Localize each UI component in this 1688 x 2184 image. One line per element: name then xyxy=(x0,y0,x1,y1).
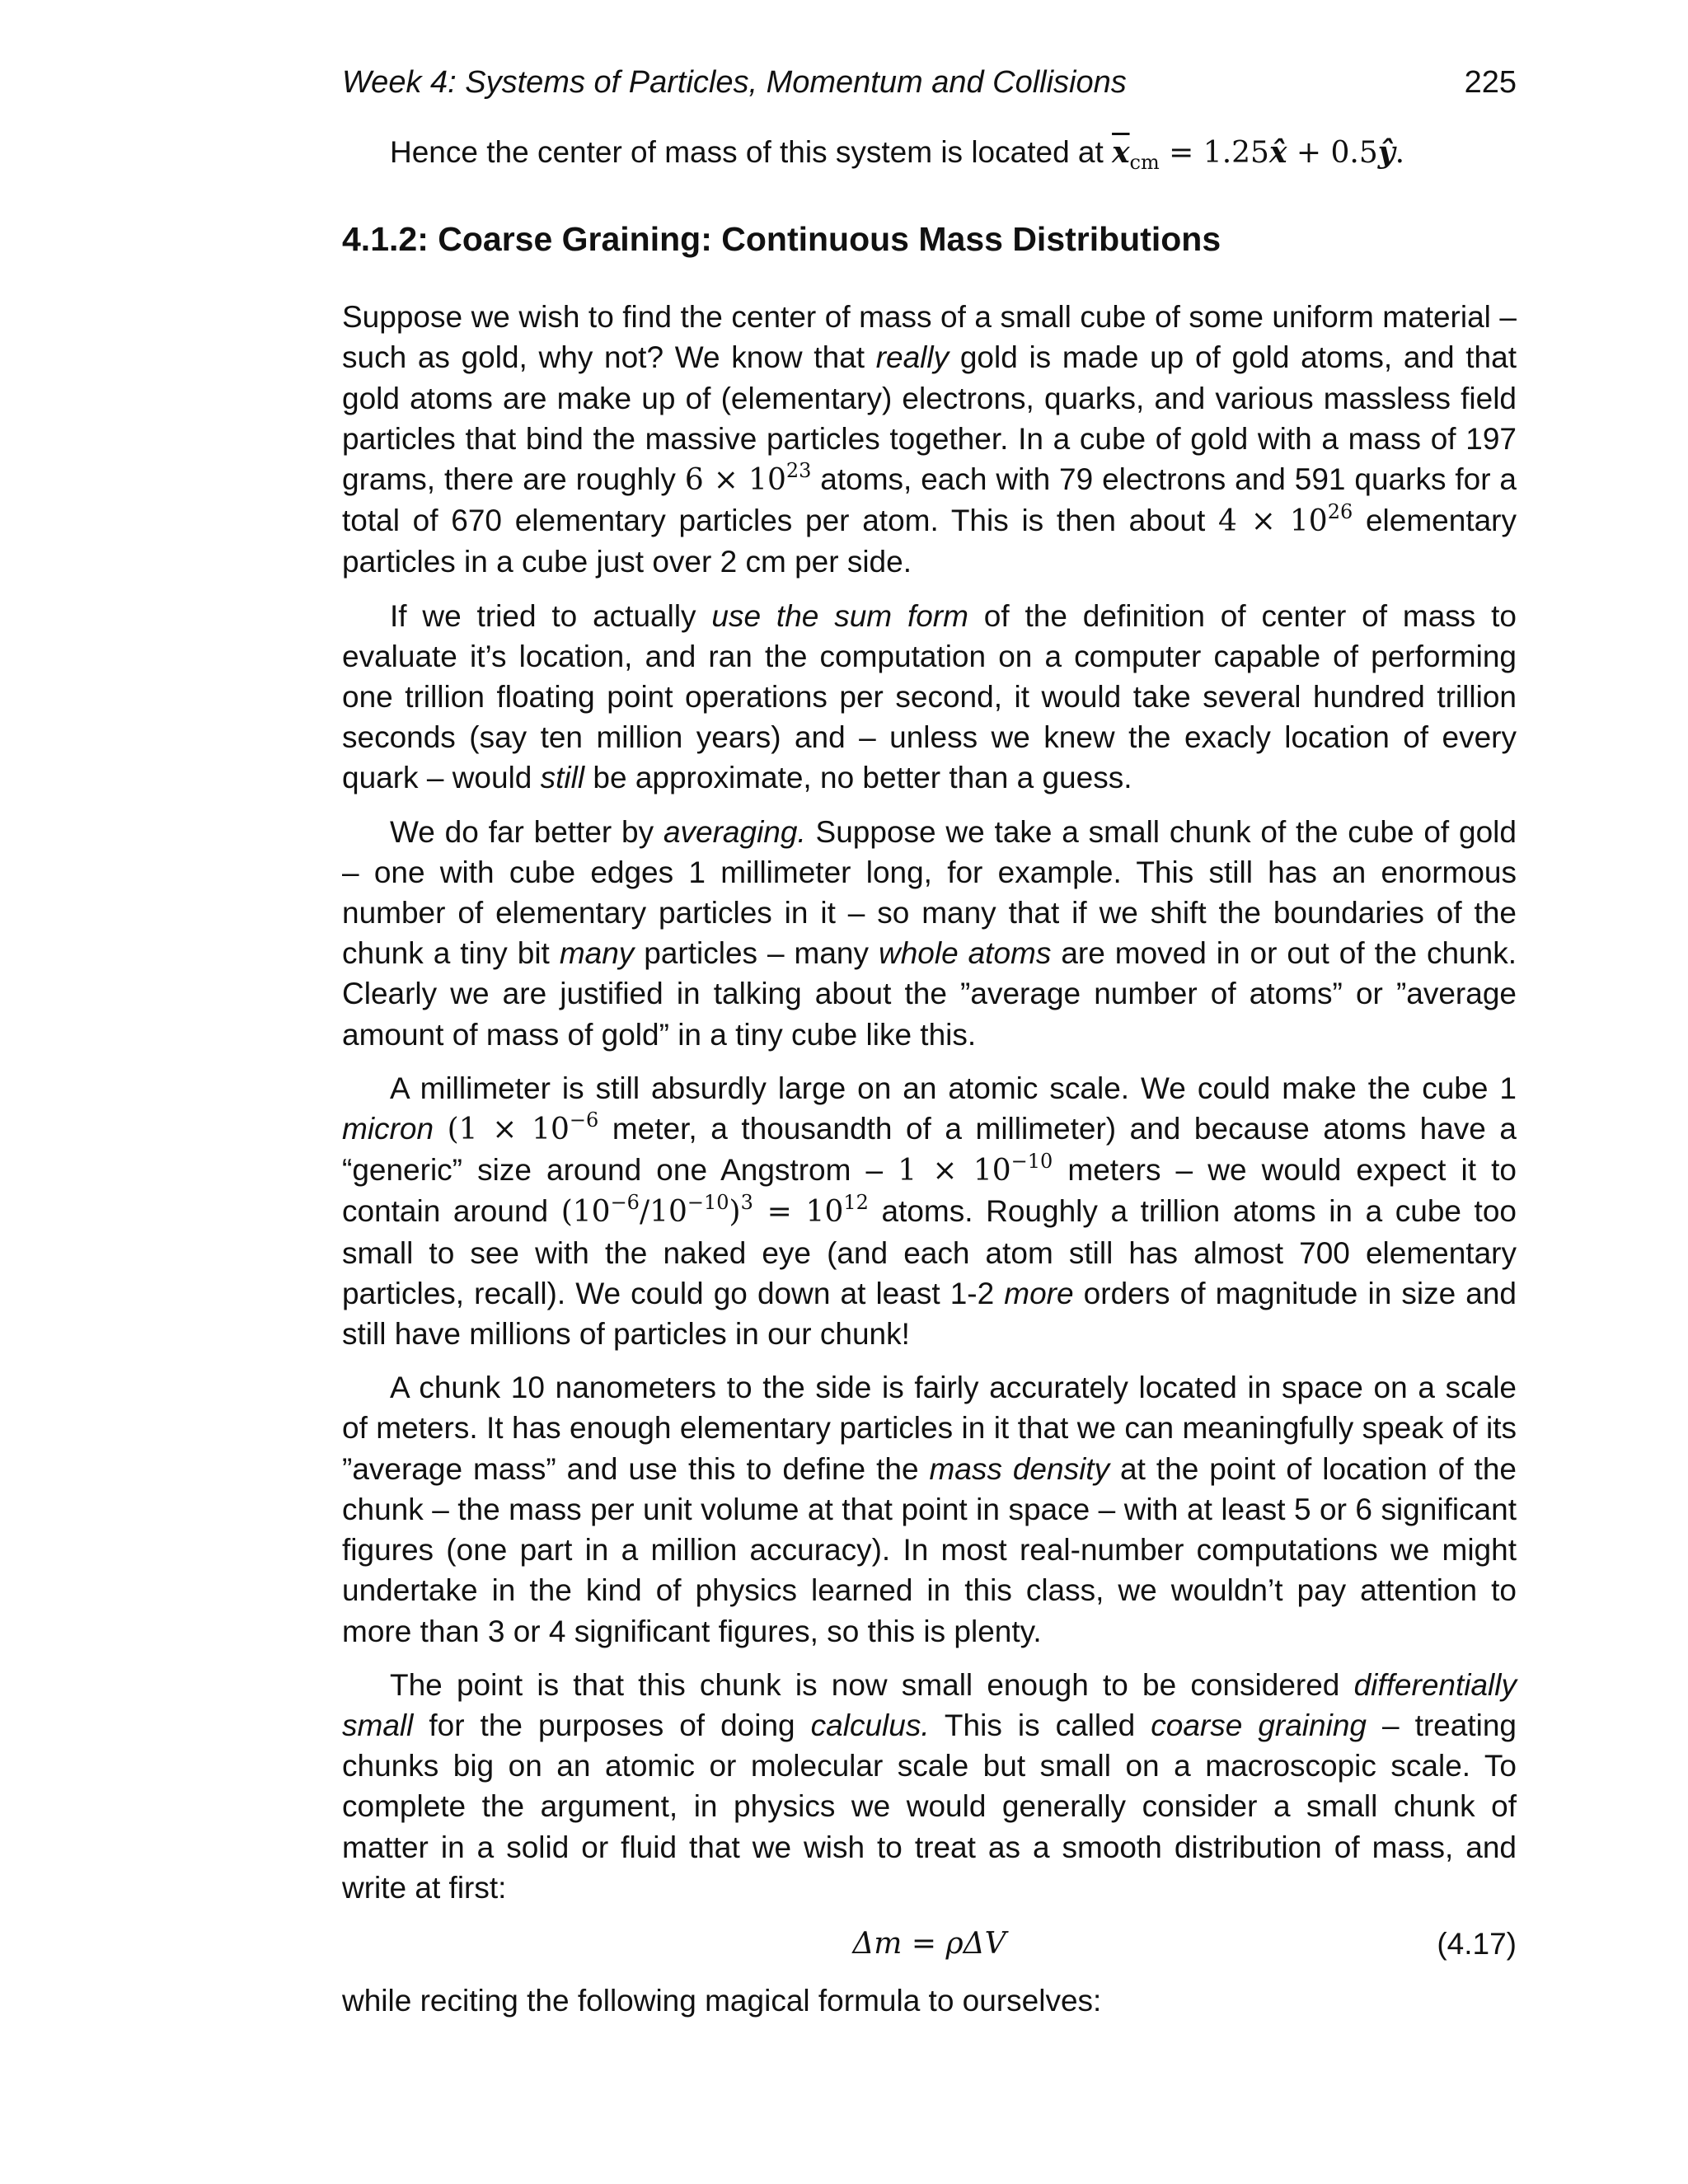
intro-text: Hence the center of mass of this system is located at xyxy=(390,135,1113,169)
math-atoms-ratio: $(10^{-6}/10^{-10})^3 = 10^{12}$ xyxy=(560,1191,869,1230)
paragraph-2: If we tried to actually use the sum form of the definition of center of mass to evaluate it’s location, and ran the computation on a computer capable of performing one trillion floating point operations per second, it would take several hundred trillion seconds (say ten million years) and – unless we knew the exacly location of every quark – would still be approximate, no better than a guess. xyxy=(342,598,1517,795)
paragraph-6: The point is that this chunk is now small enough to be considered differentially small for the purposes of doing calculus. This is called coarse graining – treating chunks big on an atomic or molecular scale but small on a macroscopic scale. To complete the argument, in physics we would generally consider a small chunk of matter in a solid or fluid that we wish to treat as a smooth distribution of mass, and write at first: xyxy=(342,1667,1517,1905)
center-of-mass-formula: $\overline{x}_{cm}$ = 1.25x̂ + 0.5ŷ. xyxy=(1112,135,1405,174)
math-particle-count: $4 \times 10^{26}$ xyxy=(1218,500,1353,539)
math-atom-count: $6 \times 10^{23}$ xyxy=(684,459,812,498)
equation-4-17 xyxy=(342,1919,1517,1969)
document-page xyxy=(342,58,1517,2021)
section-heading: 4.1.2: Coarse Graining: Continuous Mass Distributions xyxy=(342,220,1221,259)
page-number: 225 xyxy=(1464,65,1517,100)
paragraph-3: We do far better by averaging. Suppose we take a small chunk of the cube of gold – one with cube edges 1 millimeter long, for example. This still has an enormous number of elementary particles in it – so many that if we shift the boundaries of the chunk a tiny bit many particles – many whole atoms are moved in or out of the chunk. Clearly we are justified in talking about the ”average number of atoms” or ”average amount of mass of gold” in a tiny cube like this. xyxy=(342,814,1517,1052)
math-micron: ($1 \times 10^{-6}$ xyxy=(447,1108,599,1147)
equation-number: (4.17) xyxy=(1437,1926,1517,1961)
math-angstrom: $1 \times 10^{-10}$ xyxy=(898,1150,1053,1188)
paragraph-4: A millimeter is still absurdly large on an atomic scale. We could make the cube 1 micron ($1 \times 10^{-6}$ meter, a thousandth of a millimeter) and because atoms have a “generic” size around one Angstrom – $1 \times 10^{-10}$ meters – we would expect it to contain around $(10^{-6}/10^{-10})^3 = 10^{12}$ atoms. Roughly a trillion atoms in a cube too small to see with the naked eye (and each atom still has almost 700 elementary particles, recall). We could go down at least 1-2 more orders of magnitude in size and still have millions of particles in our chunk! xyxy=(342,1071,1517,1352)
closing-line: while reciting the following magical formula to ourselves: xyxy=(342,1983,1102,2018)
equation-body: Δm = ρΔV xyxy=(852,1926,1006,1961)
paragraph-5: A chunk 10 nanometers to the side is fairly accurately located in space on a scale of meters. It has enough elementary particles in it that we can meaningfully speak of its ”average mass” and use this to define the mass density at the point of location of the chunk – the mass per unit volume at that point in space – with at least 5 or 6 significant figures (one part in a million accuracy). In most real-number computations we might undertake in the kind of physics learned in this class, we wouldn’t pay attention to more than 3 or 4 significant figures, so this is plenty. xyxy=(342,1371,1517,1648)
running-header xyxy=(342,58,1517,107)
intro-paragraph xyxy=(342,132,1517,173)
paragraph-1: Suppose we wish to find the center of mass of a small cube of some uniform material – such as gold, why not? We know that really gold is made up of gold atoms, and that gold atoms are make up of (elementary) electrons, quarks, and various massless field particles that bind the massive particles together. In a cube of gold with a mass of 197 grams, there are roughly $6 \times 10^{23}$ atoms, each with 79 electrons and 591 quarks for a total of 670 elementary particles per atom. This is then about $4 \times 10^{26}$ elementary particles in a cube just over 2 cm per side. xyxy=(342,300,1517,579)
position-vector: $\overline{x}$ xyxy=(1112,135,1130,170)
running-title: Week 4: Systems of Particles, Momentum and Collisions xyxy=(342,65,1127,100)
